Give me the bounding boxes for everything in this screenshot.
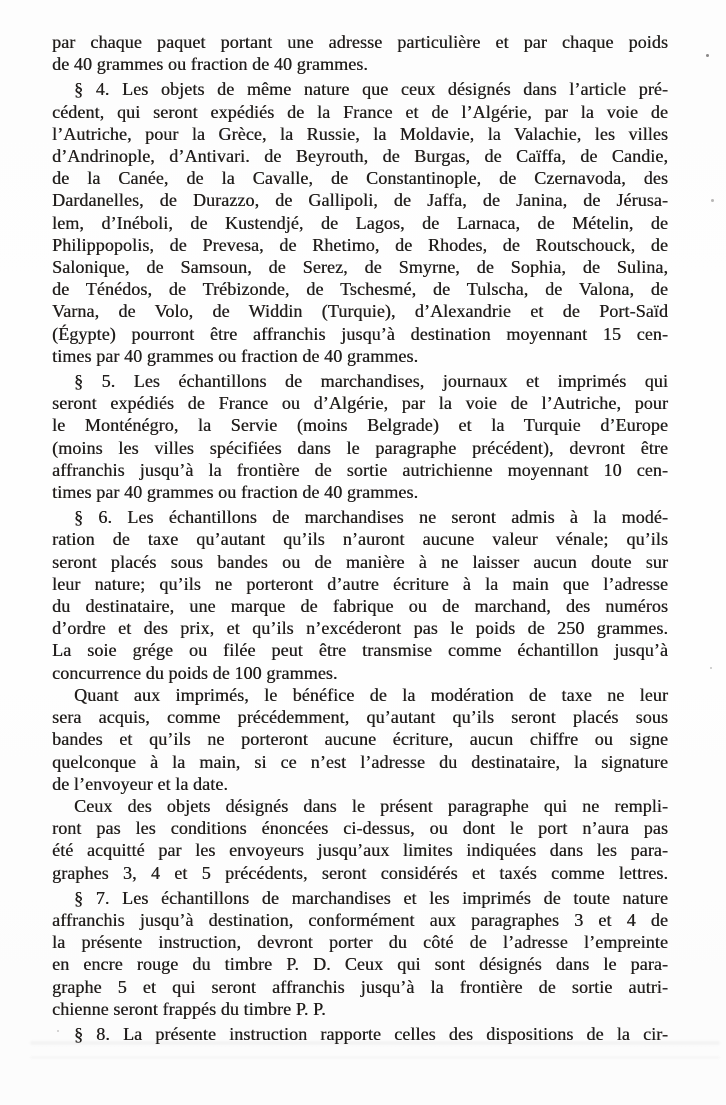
text-line: La soie grége ou filée peut être transmise comme échantillon jusqu’à bbox=[52, 640, 668, 661]
scan-streak bbox=[30, 1041, 720, 1045]
text-line: seront expédiés de France ou d’Algérie, par la voie de l’Autriche, pour bbox=[52, 393, 668, 414]
text-line: d’ordre et des prix, et qu’ils n’excéderont pas le poids de 250 grammes. bbox=[52, 618, 668, 639]
text-line: graphes 3, 4 et 5 précédents, seront considérés et taxés comme lettres. bbox=[52, 862, 668, 883]
text-line: Salonique, de Samsoun, de Serez, de Smyrne, de Sophia, de Sulina, bbox=[52, 257, 668, 278]
text-line: § 5. Les échantillons de marchandises, journaux et imprimés qui bbox=[74, 371, 668, 392]
text-line: Philippopolis, de Prevesa, de Rhetimo, de Rhodes, de Routschouck, de bbox=[52, 234, 668, 255]
text-line: affranchis jusqu’à la frontière de sortie autrichienne moyennant 10 cen- bbox=[52, 459, 668, 480]
text-line: le Monténégro, la Servie (moins Belgrade) et la Turquie d’Europe bbox=[52, 415, 668, 436]
text-line: affranchis jusqu’à destination, conformément aux paragraphes 3 et 4 de bbox=[52, 909, 668, 930]
text-line: seront placés sous bandes ou de manière à ne laisser aucun doute sur bbox=[52, 551, 668, 572]
text-line: la présente instruction, devront porter du côté de l’adresse l’empreinte bbox=[52, 932, 668, 953]
text-line: de la Canée, de la Cavalle, de Constantinople, de Czernavoda, des bbox=[52, 168, 668, 189]
scan-speck bbox=[706, 54, 709, 57]
text-line: l’Autriche, pour la Grèce, la Russie, la Moldavie, la Valachie, les villes bbox=[52, 123, 668, 144]
text-line: ront pas les conditions énoncées ci-dessus, ou dont le port n’aura pas bbox=[52, 818, 668, 839]
text-line: (moins les villes spécifiées dans le paragraphe précédent), devront être bbox=[52, 437, 668, 458]
text-line: graphe 5 et qui seront affranchis jusqu’à la frontière de sortie autri- bbox=[52, 976, 668, 997]
scan-speck bbox=[710, 667, 712, 669]
text-line: en encre rouge du timbre P. D. Ceux qui sont désignés dans le para- bbox=[52, 954, 668, 975]
text-line: Quant aux imprimés, le bénéfice de la modération de taxe ne leur bbox=[74, 684, 668, 705]
text-line: Ceux des objets désignés dans le présent paragraphe qui ne rempli- bbox=[74, 795, 668, 816]
paragraph-s6 bbox=[52, 506, 668, 684]
text-line: times par 40 grammes ou fraction de 40 grammes. bbox=[52, 345, 419, 366]
text-line: leur nature; qu’ils ne porteront d’autre écriture à la main que l’adresse bbox=[52, 573, 668, 594]
scan-speck bbox=[57, 1030, 59, 1032]
scan-streak bbox=[30, 1056, 720, 1059]
paragraph-s7 bbox=[52, 887, 668, 1020]
paragraph-s4 bbox=[52, 78, 668, 367]
text-line: § 8. La présente instruction rapporte celles des dispositions de la cir- bbox=[74, 1023, 668, 1044]
text-line: d’Andrinople, d’Antivari. de Beyrouth, de Burgas, de Caïffa, de Candie, bbox=[52, 146, 668, 167]
text-line: Varna, de Volo, de Widdin (Turquie), d’Alexandrie et de Port-Saïd bbox=[52, 301, 668, 322]
text-line: bandes et qu’ils ne porteront aucune écriture, aucun chiffre ou signe bbox=[52, 729, 668, 750]
text-line: ration de taxe qu’autant qu’ils n’auront aucune valeur vénale; qu’ils bbox=[52, 529, 668, 550]
text-line: (Égypte) pourront être affranchis jusqu’à destination moyennant 15 cen- bbox=[52, 323, 668, 344]
text-line: § 6. Les échantillons de marchandises ne seront admis à la modé- bbox=[74, 507, 668, 528]
text-line: sera acquis, comme précédemment, qu’autant qu’ils seront placés sous bbox=[52, 707, 668, 728]
text-line: lem, d’Inéboli, de Kustendjé, de Lagos, de Larnaca, de Mételin, de bbox=[52, 212, 668, 233]
text-line: du destinataire, une marque de fabrique ou de marchand, des numéros bbox=[52, 596, 668, 617]
text-line: été acquitté par les envoyeurs jusqu’aux limites indiquées dans les para- bbox=[52, 840, 668, 861]
text-line: quelconque à la main, si ce n’est l’adresse du destinataire, la signature bbox=[52, 751, 668, 772]
text-line: § 4. Les objets de même nature que ceux désignés dans l’article pré- bbox=[74, 79, 668, 100]
text-line: Dardanelles, de Durazzo, de Gallipoli, de Jaffa, de Janina, de Jérusa- bbox=[52, 190, 668, 211]
text-line: par chaque paquet portant une adresse particulière et par chaque poids bbox=[52, 32, 668, 52]
text-line: times par 40 grammes ou fraction de 40 grammes. bbox=[52, 482, 419, 503]
text-line: de Ténédos, de Trébizonde, de Tschesmé, de Tulscha, de Valona, de bbox=[52, 279, 668, 300]
text-line: de 40 grammes ou fraction de 40 grammes. bbox=[52, 54, 368, 75]
text-line: § 7. Les échantillons de marchandises et les imprimés de toute nature bbox=[74, 887, 668, 908]
text-line: cédent, qui seront expédiés de la France et de l’Algérie, par la voie de bbox=[52, 101, 668, 122]
paragraph-s5 bbox=[52, 370, 668, 503]
text-line: chienne seront frappés du timbre P. P. bbox=[52, 998, 326, 1019]
scan-speck bbox=[711, 199, 714, 202]
text-line: de l’envoyeur et la date. bbox=[52, 773, 228, 794]
text-block bbox=[52, 31, 668, 1045]
paragraph-ceux-des-objets bbox=[52, 795, 668, 884]
paragraph-quant-aux-imprimes bbox=[52, 684, 668, 795]
paragraph-continuation bbox=[52, 31, 668, 75]
text-line: concurrence du poids de 100 grammes. bbox=[52, 662, 338, 683]
